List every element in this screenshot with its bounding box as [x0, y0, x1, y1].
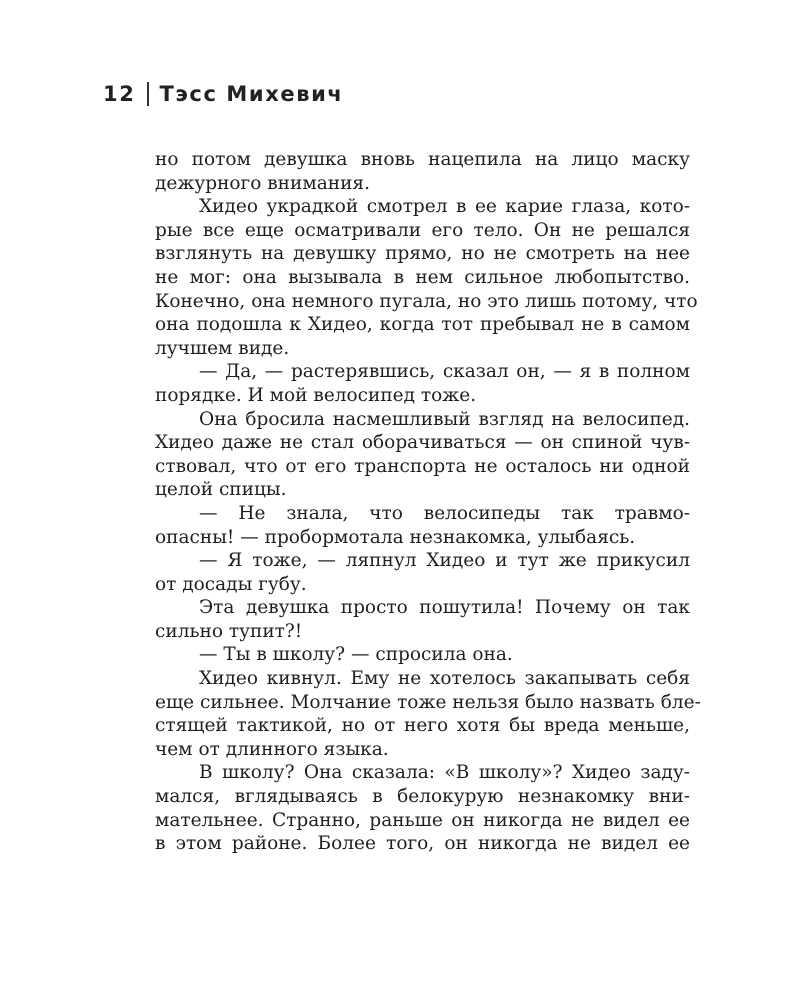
text-line: ствовал, что от его транспорта не осталось ни одной	[155, 455, 690, 477]
author-name: Тэсс Михевич	[159, 82, 344, 106]
text-line: не мог: она вызывала в нем сильное любопытство.	[155, 266, 690, 288]
text-line: — Я тоже, — ляпнул Хидео и тут же прикусил	[199, 550, 690, 572]
text-line: чем от длинного языка.	[155, 738, 389, 760]
text-line: она подошла к Хидео, когда тот пребывал не в самом	[155, 314, 690, 336]
text-line: мался, вглядываясь в белокурую незнакомку вни-	[155, 786, 690, 808]
text-line: дежурного внимания.	[155, 172, 370, 194]
text-line: в этом районе. Более того, он никогда не видел ее	[155, 833, 690, 855]
text-line: целой спицы.	[155, 479, 287, 501]
text-line: сильно тупит?!	[155, 620, 303, 642]
text-line: Эта девушка просто пошутила! Почему он так	[199, 597, 690, 619]
header-divider	[147, 82, 149, 106]
text-line: — Да, — растерявшись, сказал он, — я в полном	[199, 361, 690, 383]
text-line: опасны! — пробормотала незнакомка, улыбаясь.	[155, 526, 636, 548]
running-head	[103, 82, 343, 106]
text-line: порядке. И мой велосипед тоже.	[155, 384, 477, 406]
text-line: мательнее. Странно, раньше он никогда не видел ее	[155, 809, 690, 831]
text-line: Хидео украдкой смотрел в ее карие глаза, кото-	[199, 196, 690, 218]
text-line: В школу? Она сказала: «В школу»? Хидео заду-	[199, 762, 690, 784]
text-line: еще сильнее. Молчание тоже нельзя было назвать бле-	[155, 691, 701, 713]
text-line: Она бросила насмешливый взгляд на велосипед.	[199, 408, 690, 430]
text-line: взглянуть на девушку прямо, но не смотреть на нее	[155, 243, 690, 265]
text-line: — Не знала, что велосипеды так травмо-	[199, 502, 690, 524]
text-line: Хидео кивнул. Ему не хотелось закапывать себя	[199, 668, 690, 690]
text-line: но потом девушка вновь нацепила на лицо маску	[155, 149, 690, 170]
text-line: Хидео даже не стал оборачиваться — он спиной чув-	[155, 432, 690, 454]
text-line: лучшем виде.	[155, 337, 290, 359]
text-line: рые все еще осматривали его тело. Он не решался	[155, 219, 690, 241]
text-line: стящей тактикой, но от него хотя бы вреда меньше,	[155, 715, 690, 737]
text-line: от досады губу.	[155, 573, 307, 595]
text-line: — Ты в школу? — спросила она.	[199, 644, 513, 666]
page-number: 12	[103, 82, 136, 106]
body-text	[155, 148, 701, 856]
text-line: Конечно, она немного пугала, но это лишь потому, что	[155, 290, 698, 312]
